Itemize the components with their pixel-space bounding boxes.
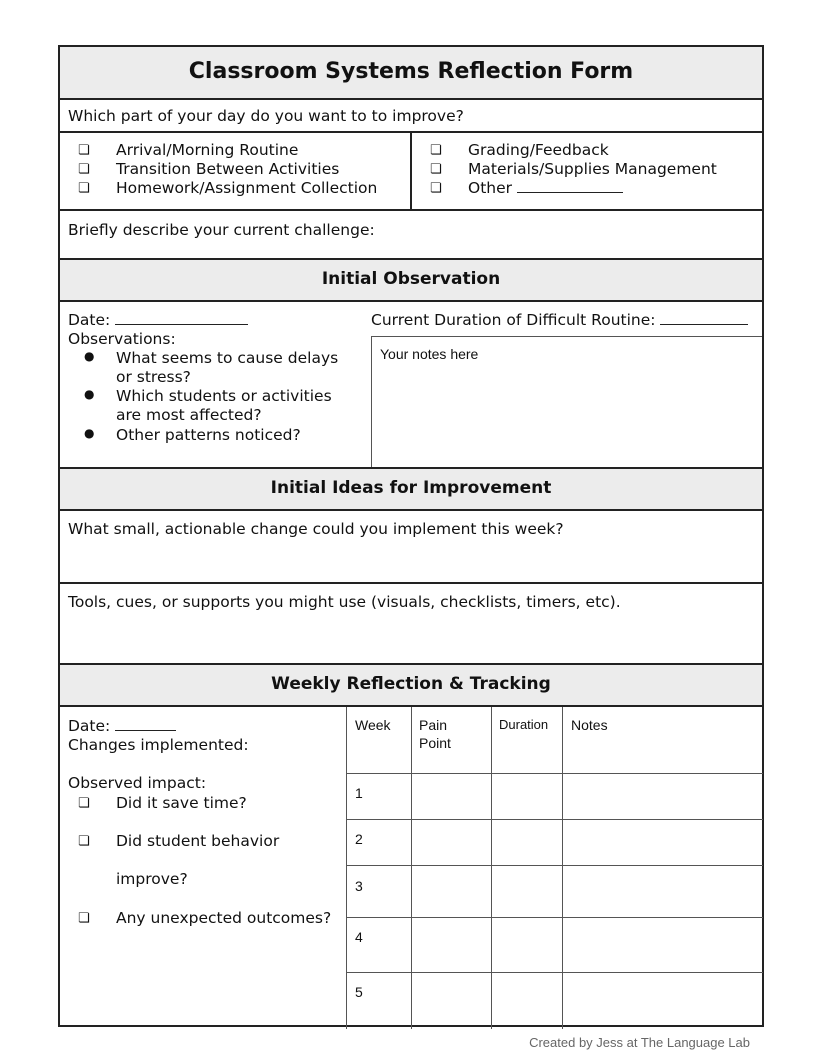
option-transition: Transition Between Activities [116, 160, 340, 178]
option-grading: Grading/Feedback [468, 141, 609, 159]
checkbox-grading[interactable]: ❏ [430, 143, 442, 158]
impact-behavior-cont: improve? [116, 870, 188, 888]
changes-label: Changes implemented: [68, 736, 249, 754]
bullet-students: Which students or activities [116, 387, 332, 405]
checkbox-other[interactable]: ❏ [430, 181, 442, 196]
tools-row[interactable] [60, 582, 762, 663]
observation-body [60, 300, 762, 467]
weekly-date-blank[interactable] [115, 730, 176, 731]
bullet-delays: What seems to cause delays [116, 349, 339, 367]
bullet-delays-cont: or stress? [116, 368, 191, 386]
header-notes: Notes [571, 717, 608, 733]
header-pain: Pain [419, 717, 448, 733]
impact-unexpected: Any unexpected outcomes? [116, 909, 332, 927]
challenge-prompt: Briefly describe your current challenge: [68, 221, 375, 239]
tracking-table [346, 707, 762, 1029]
header-point: Point [419, 735, 451, 751]
option-homework: Homework/Assignment Collection [116, 179, 378, 197]
bullet-icon: ● [84, 426, 95, 440]
tools-prompt: Tools, cues, or supports you might use (visuals, checklists, timers, etc). [68, 593, 621, 611]
bullet-students-cont: are most affected? [116, 406, 262, 424]
week-number: 2 [355, 831, 363, 847]
challenge-row[interactable] [60, 209, 762, 258]
form-title: Classroom Systems Reflection Form [60, 47, 762, 98]
option-materials: Materials/Supplies Management [468, 160, 717, 178]
weekly-heading: Weekly Reflection & Tracking [60, 663, 762, 705]
weekly-body [60, 705, 762, 1027]
options-row [60, 131, 762, 209]
observation-date-blank[interactable] [115, 324, 248, 325]
change-row[interactable] [60, 509, 762, 582]
bullet-icon: ● [84, 349, 95, 363]
checkbox-transition[interactable]: ❏ [78, 162, 90, 177]
other-blank[interactable] [517, 192, 623, 193]
improve-question: Which part of your day do you want to to improve? [68, 107, 464, 125]
week-number: 1 [355, 785, 363, 801]
checkbox-homework[interactable]: ❏ [78, 181, 90, 196]
bullet-patterns: Other patterns noticed? [116, 426, 301, 444]
checkbox-behavior[interactable]: ❏ [78, 834, 90, 849]
duration-label: Current Duration of Difficult Routine: [371, 311, 748, 329]
weekly-date: Date: [68, 717, 176, 735]
reflection-form [58, 45, 764, 1027]
checkbox-arrival[interactable]: ❏ [78, 143, 90, 158]
header-duration: Duration [499, 717, 549, 732]
header-week: Week [355, 717, 391, 733]
week-number: 5 [355, 984, 363, 1000]
week-number: 3 [355, 878, 363, 894]
footer-credit: Created by Jess at The Language Lab [529, 1035, 750, 1050]
week-number: 4 [355, 929, 363, 945]
improve-question-row [60, 98, 762, 131]
checkbox-materials[interactable]: ❏ [430, 162, 442, 177]
observation-heading: Initial Observation [60, 258, 762, 300]
option-other: Other [468, 179, 623, 197]
ideas-heading: Initial Ideas for Improvement [60, 467, 762, 509]
impact-label: Observed impact: [68, 774, 207, 792]
duration-blank[interactable] [660, 324, 748, 325]
observation-date: Date: [68, 311, 248, 329]
checkbox-unexpected[interactable]: ❏ [78, 911, 90, 926]
impact-save-time: Did it save time? [116, 794, 247, 812]
notes-placeholder: Your notes here [380, 346, 479, 362]
impact-behavior: Did student behavior [116, 832, 280, 850]
checkbox-save-time[interactable]: ❏ [78, 796, 90, 811]
option-arrival: Arrival/Morning Routine [116, 141, 299, 159]
notes-box[interactable] [371, 336, 762, 467]
change-prompt: What small, actionable change could you implement this week? [68, 520, 564, 538]
bullet-icon: ● [84, 387, 95, 401]
observations-label: Observations: [68, 330, 176, 348]
